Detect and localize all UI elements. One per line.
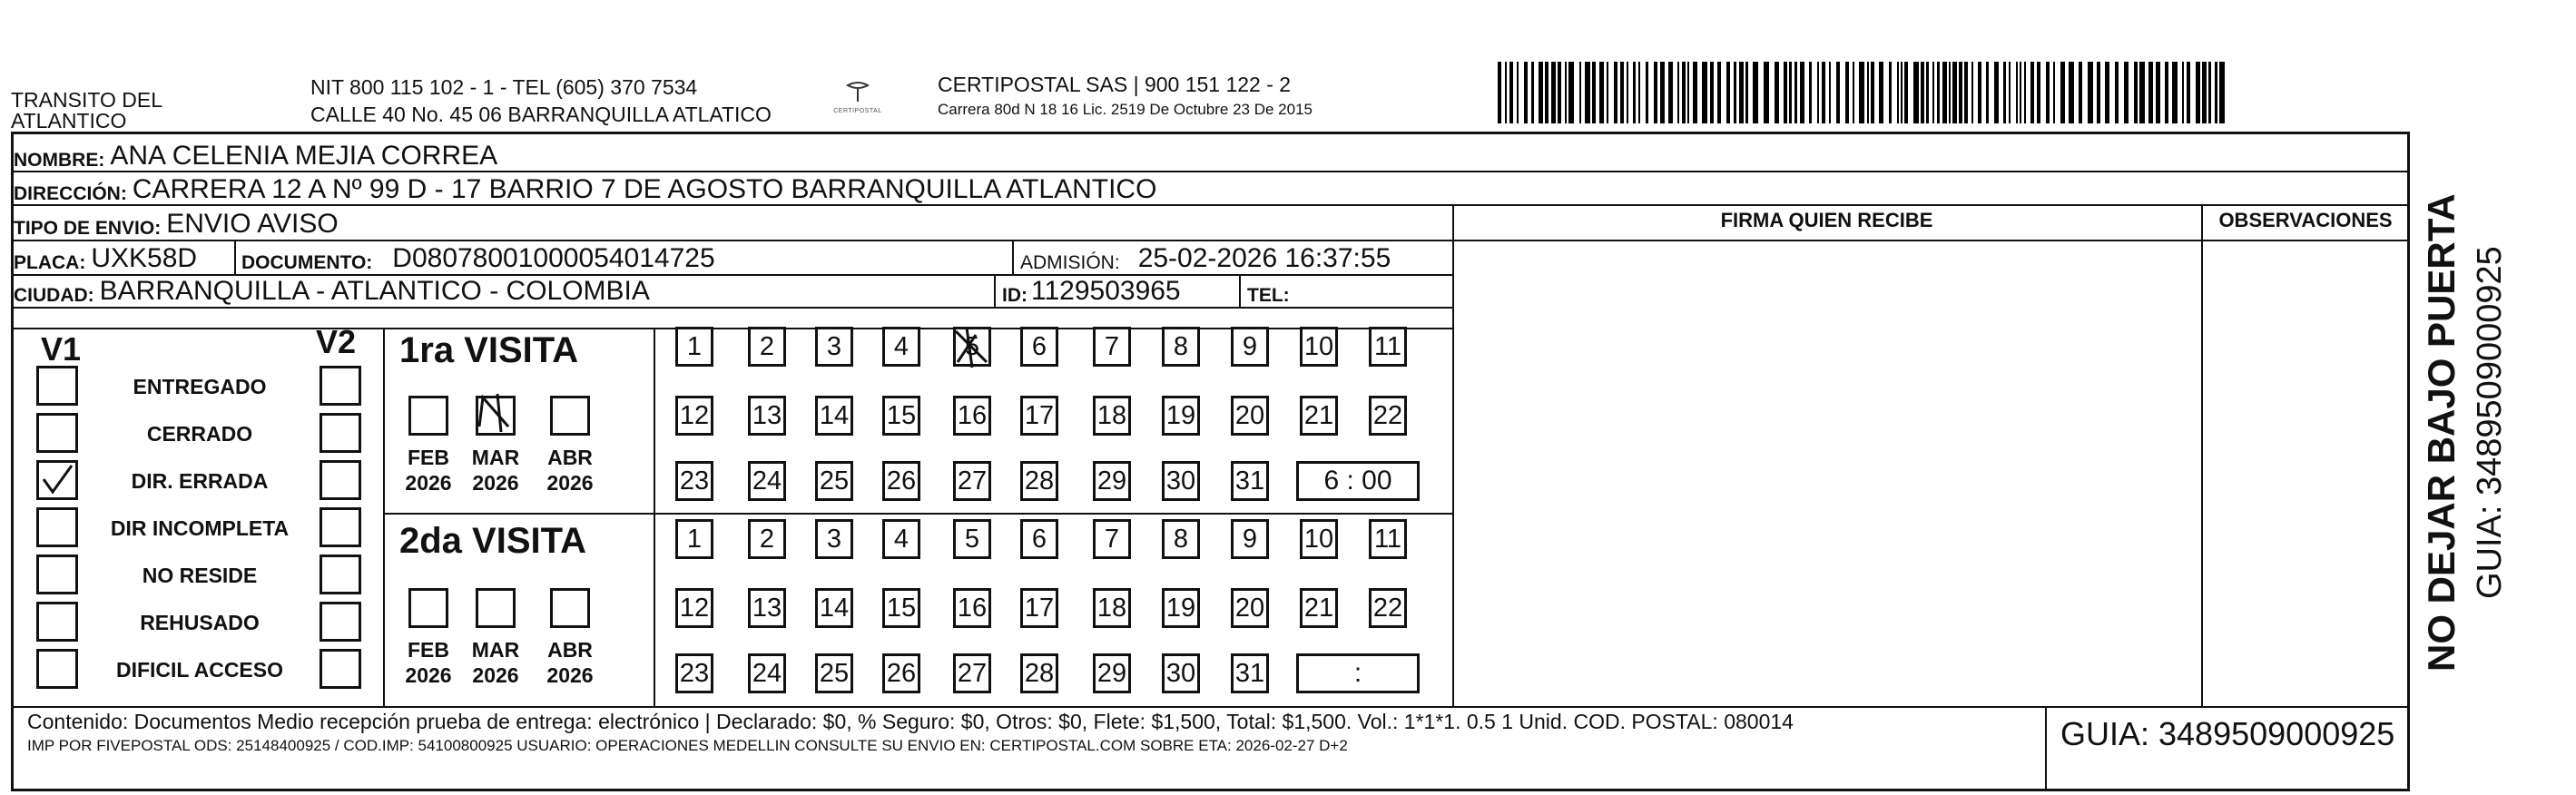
observations-header: OBSERVACIONES [2218,209,2393,231]
barcode-bar [1509,62,1513,123]
barcode-bar [2046,62,2050,123]
barcode-bar [1627,62,1628,123]
visit2-day-29[interactable]: 29 [1093,653,1131,693]
side-guia: GUIA: 3489509000925 [2471,246,2509,599]
barcode-bar [2124,62,2129,123]
visit2-month-box-abr[interactable] [550,588,590,628]
barcode-bar [2024,62,2026,123]
barcode-bar [1565,62,1567,123]
barcode-bar [2060,62,2065,123]
visit2-day-25[interactable]: 25 [815,653,853,693]
city-row [14,276,650,307]
sender-address: CALLE 40 No. 45 06 BARRANQUILLA ATLATICO [310,103,772,126]
v1-checkbox-5[interactable] [36,555,78,594]
barcode-bar [1498,62,1501,123]
visit2-day-17[interactable]: 17 [1020,588,1058,628]
type-label: TIPO DE ENVIO: [14,218,162,239]
name-label: NOMBRE: [14,150,105,171]
barcode-bar [1794,62,1797,123]
barcode-bar [1739,62,1744,123]
barcode-bar [2156,62,2160,123]
visit1-day-20[interactable]: 20 [1231,396,1269,436]
barcode-bar [2139,62,2145,123]
visit2-month-box-mar[interactable] [476,588,516,628]
sender-name-line2: ATLANTICO [11,109,127,132]
visit1-day-27[interactable]: 27 [953,461,991,501]
barcode-bar [1764,62,1769,123]
license-line: Carrera 80d N 18 16 Lic. 2519 De Octubre 23 De 2015 [938,101,1313,118]
barcode-bar [2037,62,2040,123]
v2-checkbox-6[interactable] [320,602,361,642]
status-label-2: CERRADO [146,422,253,446]
v1-checkbox-3[interactable] [36,460,78,500]
visit1-month-box-feb[interactable] [408,396,448,436]
visit1-day-14[interactable]: 14 [815,396,853,436]
barcode-bar [2208,62,2211,123]
v2-header: V2 [316,323,357,360]
visit1-day-11[interactable]: 11 [1369,327,1407,367]
visit2-month-box-feb[interactable] [408,588,448,628]
admission-row [1020,241,1391,274]
visit1-month-label-feb: FEB 2026 [405,446,452,495]
visit2-day-10[interactable]: 10 [1300,519,1338,559]
barcode-bar [2009,62,2011,123]
status-label-3: DIR. ERRADA [131,469,269,493]
visit1-day-24[interactable]: 24 [748,461,786,501]
barcode-bar [1734,62,1736,123]
visit2-day-1[interactable]: 1 [675,519,713,559]
barcode-bar [1620,62,1624,123]
visit1-day-9[interactable]: 9 [1231,327,1269,367]
visit1-day-25[interactable]: 25 [815,461,853,501]
v1-checkbox-4[interactable] [36,507,78,547]
visit1-day-19[interactable]: 19 [1162,396,1200,436]
barcode-bar [2097,62,2100,123]
barcode-bar [1986,62,1989,123]
barcode-bar [1654,62,1657,123]
barcode-bar [1599,62,1604,123]
barcode-bar [2148,62,2153,123]
barcode-bar [1614,62,1617,123]
barcode-bar [2105,62,2109,123]
visit2-day-2[interactable]: 2 [748,519,786,559]
barcode-bar [1913,62,1919,123]
logo-icon [844,80,871,103]
v2-checkbox-2[interactable] [320,413,361,453]
visit2-day-16[interactable]: 16 [953,588,991,628]
visit1-day-26[interactable]: 26 [882,461,920,501]
barcode-bar [1646,62,1648,123]
visit1-day-15[interactable]: 15 [882,396,920,436]
barcode-bar [2030,62,2034,123]
handwritten-mark-day5 [949,322,994,371]
barcode-bar [1901,62,1903,123]
sender-name-line1: TRANSITO DEL [11,88,162,112]
address-row [14,172,1156,205]
status-label-4: DIR INCOMPLETA [110,516,290,540]
visit1-day-30[interactable]: 30 [1162,461,1200,501]
visit2-day-26[interactable]: 26 [882,653,920,693]
status-label-1: ENTREGADO [133,375,267,398]
visit2-day-15[interactable]: 15 [882,588,920,628]
visit2-day-5[interactable]: 5 [953,519,991,559]
barcode-bar [1942,62,1947,123]
barcode-bar [1668,62,1673,123]
barcode-bar [1937,62,1940,123]
barcode-bar [1638,62,1640,123]
visit2-day-27[interactable]: 27 [953,653,991,693]
no-dejar-bajo-puerta: NO DEJAR BAJO PUERTA [2420,193,2463,672]
handwritten-mark-mar [474,390,517,436]
barcode-bar [2196,62,2200,123]
footer-imp: IMP POR FIVEPOSTAL ODS: 25148400925 / COD.IMP: 54100800925 USUARIO: OPERACIONES MEDELLIN CONSULTE SU ENVIO EN: CERTIPOSTAL.COM SOBRE ETA: 2026-02-27 D+2 [27,737,1348,754]
company-line: CERTIPOSTAL SAS | 900 151 122 - 2 [938,73,1292,96]
barcode-bar [1568,62,1574,123]
address-label: DIRECCIÓN: [14,183,127,204]
v1-checkbox-7[interactable] [36,649,78,689]
v1-checkbox-6[interactable] [36,602,78,642]
barcode [1498,62,2228,123]
barcode-bar [1579,62,1581,123]
visit2-day-13[interactable]: 13 [748,588,786,628]
barcode-bar [1845,62,1849,123]
visit1-month-label-mar: MAR 2026 [471,446,520,495]
type-row [14,207,339,240]
barcode-bar [1926,62,1929,123]
barcode-bar [1921,62,1924,123]
barcode-bar [1775,62,1779,123]
barcode-bar [2187,62,2190,123]
v1-header: V1 [41,330,82,368]
barcode-bar [1867,62,1869,123]
visit2-month-label-abr: ABR 2026 [546,638,594,687]
v2-checkbox-7[interactable] [320,649,361,689]
v2-checkbox-4[interactable] [320,507,361,547]
signature-header: FIRMA QUIEN RECIBE [1720,209,1933,231]
barcode-bar [1551,62,1556,123]
barcode-bar [1517,62,1519,123]
barcode-bar [1558,62,1561,123]
barcode-bar [2020,62,2021,123]
visit1-day-2[interactable]: 2 [748,327,786,367]
visit1-day-16[interactable]: 16 [953,396,991,436]
visit2-day-12[interactable]: 12 [675,588,713,628]
barcode-bar [2003,62,2006,123]
visit1-day-3[interactable]: 3 [815,327,853,367]
barcode-bar [1524,62,1528,123]
barcode-bar [1897,62,1899,123]
barcode-bar [1952,62,1957,123]
barcode-bar [1677,62,1679,123]
barcode-bar [1853,62,1854,123]
admission-label: ADMISIÓN: [1020,252,1120,273]
visit1-day-21[interactable]: 21 [1300,396,1338,436]
status-label-6: REHUSADO [140,611,260,634]
sender-nit: NIT 800 115 102 - 1 - TEL (605) 370 7534 [310,75,698,99]
barcode-bar [2069,62,2074,123]
barcode-bar [1809,62,1812,123]
visit1-day-23[interactable]: 23 [675,461,713,501]
barcode-bar [1585,62,1590,123]
document-row [241,241,715,274]
visit2-day-30[interactable]: 30 [1162,653,1200,693]
visit2-day-22[interactable]: 22 [1369,588,1407,628]
barcode-bar [1789,62,1792,123]
admission-value: 25-02-2026 16:37:55 [1137,243,1391,273]
visit1-day-8[interactable]: 8 [1162,327,1200,367]
barcode-bar [1871,62,1875,123]
barcode-bar [1784,62,1787,123]
barcode-bar [1889,62,1892,123]
barcode-bar [1978,62,1981,123]
visit1-day-22[interactable]: 22 [1369,396,1407,436]
barcode-bar [2134,62,2138,123]
visit1-time-box[interactable]: 6 : 00 [1296,461,1420,501]
visit2-time-box[interactable]: : [1296,653,1420,693]
footer-content: Contenido: Documentos Medio recepción prueba de entrega: electrónico | Declarado: $0, % Seguro: $0, Otros: $0, Flete: $1,500, Total: $1,500. Vol.: 1*1*1. 0.5 1 Unid. COD. POSTAL: 080014 [27,710,1794,733]
barcode-bar [1745,62,1748,123]
visit2-day-21[interactable]: 21 [1300,588,1338,628]
shipment-type: ENVIO AVISO [166,209,339,239]
barcode-bar [1932,62,1934,123]
barcode-bar [1702,62,1707,123]
visit1-day-12[interactable]: 12 [675,396,713,436]
visit2-month-label-feb: FEB 2026 [405,638,452,687]
barcode-bar [1726,62,1730,123]
certipostal-logo [821,80,894,114]
plate-value: UXK58D [91,243,198,273]
city-value: BARRANQUILLA - ATLANTICO - COLOMBIA [99,276,650,306]
visit1-month-label-abr: ABR 2026 [546,446,594,495]
visit1-day-17[interactable]: 17 [1020,396,1058,436]
visit2-day-3[interactable]: 3 [815,519,853,559]
barcode-bar [2202,62,2207,123]
visit2-title: 2da VISITA [399,521,586,561]
barcode-bar [1964,62,1968,123]
barcode-bar [1607,62,1608,123]
barcode-bar [1817,62,1819,123]
visit2-day-19[interactable]: 19 [1162,588,1200,628]
visit2-day-11[interactable]: 11 [1369,519,1407,559]
barcode-bar [2182,62,2184,123]
barcode-bar [1717,62,1721,123]
visit2-day-9[interactable]: 9 [1231,519,1269,559]
visit1-day-6[interactable]: 6 [1020,327,1058,367]
barcode-bar [1687,62,1689,123]
recipient-address: CARRERA 12 A Nº 99 D - 17 BARRIO 7 DE AGOSTO BARRANQUILLA ATLANTICO [132,174,1157,204]
v2-checkbox-5[interactable] [320,555,361,594]
barcode-bar [1682,62,1686,123]
barcode-bar [2079,62,2082,123]
document-label: DOCUMENTO: [241,252,373,273]
visit2-day-4[interactable]: 4 [882,519,920,559]
barcode-bar [1693,62,1697,123]
visit2-day-23[interactable]: 23 [675,653,713,693]
signature-area[interactable] [1455,240,2199,705]
plate-label: PLACA: [14,252,86,273]
visit2-day-6[interactable]: 6 [1020,519,1058,559]
city-label: CIUDAD: [14,285,94,306]
visit1-day-7[interactable]: 7 [1093,327,1131,367]
visit1-day-4[interactable]: 4 [882,327,920,367]
visit1-day-29[interactable]: 29 [1093,461,1131,501]
barcode-bar [1836,62,1840,123]
barcode-bar [2165,62,2168,123]
barcode-bar [2219,62,2225,123]
visit2-day-18[interactable]: 18 [1093,588,1131,628]
tel-label: TEL: [1247,285,1290,306]
visit1-month-box-abr[interactable] [550,396,590,436]
logo-text: CERTIPOSTAL [833,108,882,114]
visit2-day-28[interactable]: 28 [1020,653,1058,693]
barcode-bar [1633,62,1636,123]
barcode-bar [2115,62,2119,123]
visit1-day-1[interactable]: 1 [675,327,713,367]
barcode-bar [1505,62,1507,123]
tel-row [1247,276,1290,307]
footer-guia: GUIA: 3489509000925 [2060,715,2395,752]
v1-checkbox-1[interactable] [36,366,78,406]
barcode-bar [1531,62,1534,123]
barcode-bar [1753,62,1758,123]
barcode-bar [1829,62,1831,123]
barcode-bar [1822,62,1825,123]
visit1-day-28[interactable]: 28 [1020,461,1058,501]
visit2-day-31[interactable]: 31 [1231,653,1269,693]
observations-area[interactable] [2204,240,2408,705]
document-value: D08078001000054014725 [392,243,715,273]
barcode-bar [2053,62,2055,123]
barcode-bar [1904,62,1908,123]
v2-checkbox-1[interactable] [320,366,361,406]
barcode-bar [1710,62,1714,123]
barcode-bar [1539,62,1543,123]
barcode-bar [1545,62,1549,123]
visit2-day-7[interactable]: 7 [1093,519,1131,559]
v1-checkbox-2[interactable] [36,413,78,453]
visit1-title: 1ra VISITA [399,330,579,370]
name-row [14,141,497,172]
plate-row [14,241,197,274]
id-label: ID: [1002,285,1027,306]
barcode-bar [1800,62,1804,123]
id-row [1002,276,1181,307]
barcode-bar [2088,62,2093,123]
barcode-bar [1949,62,1951,123]
v2-checkbox-3[interactable] [320,460,361,500]
recipient-name: ANA CELENIA MEJIA CORREA [110,141,498,171]
visit2-day-8[interactable]: 8 [1162,519,1200,559]
status-label-7: DIFICIL ACCESO [115,658,283,682]
barcode-bar [1592,62,1596,123]
barcode-bar [1994,62,1999,123]
visit2-day-14[interactable]: 14 [815,588,853,628]
visit1-day-5[interactable]: 5 [953,327,991,367]
visit1-day-13[interactable]: 13 [748,396,786,436]
barcode-bar [1971,62,1973,123]
visit2-day-20[interactable]: 20 [1231,588,1269,628]
visit2-day-24[interactable]: 24 [748,653,786,693]
visit1-day-10[interactable]: 10 [1300,327,1338,367]
barcode-bar [2215,62,2217,123]
barcode-bar [2172,62,2178,123]
id-value: 1129503965 [1031,276,1181,306]
visit2-month-label-mar: MAR 2026 [471,638,520,687]
barcode-bar [1879,62,1883,123]
barcode-bar [2016,62,2018,123]
visit1-day-31[interactable]: 31 [1231,461,1269,501]
barcode-bar [1660,62,1665,123]
visit1-day-18[interactable]: 18 [1093,396,1131,436]
status-label-5: NO RESIDE [142,564,258,587]
barcode-bar [1859,62,1864,123]
barcode-bar [1959,62,1962,123]
